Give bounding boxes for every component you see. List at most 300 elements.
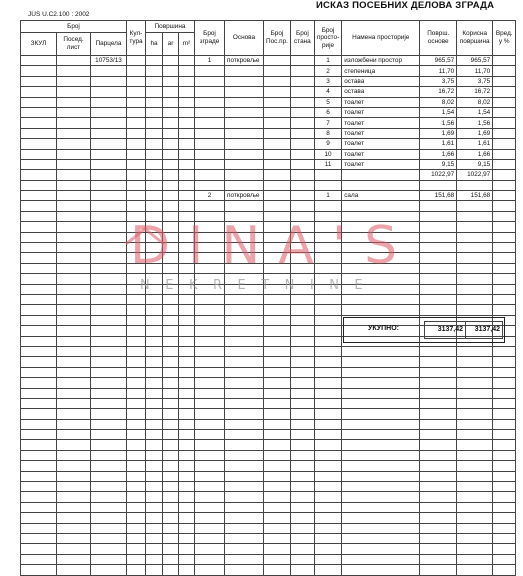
table-cell: [91, 191, 127, 201]
table-cell: [264, 450, 291, 460]
table-cell: [493, 523, 516, 533]
table-cell: [179, 544, 195, 554]
table-cell: [127, 87, 146, 97]
table-cell: [57, 502, 91, 512]
room-number: 9: [314, 139, 341, 149]
table-cell: [290, 149, 314, 159]
table-cell: [57, 554, 91, 564]
table-cell: [127, 170, 146, 180]
table-cell: [179, 211, 195, 221]
table-row: [21, 398, 516, 408]
table-cell: [195, 409, 225, 419]
table-cell: [493, 565, 516, 575]
table-cell: [225, 378, 264, 388]
table-cell: [493, 253, 516, 263]
table-cell: [195, 554, 225, 564]
table-row: [21, 419, 516, 429]
table-cell: [179, 409, 195, 419]
table-cell: [179, 201, 195, 211]
table-cell: [264, 232, 291, 242]
table-cell: [264, 191, 291, 201]
table-cell: [342, 544, 420, 554]
table-cell: [127, 107, 146, 117]
table-cell: [457, 513, 493, 523]
table-cell: [91, 523, 127, 533]
table-cell: [314, 243, 341, 253]
table-cell: [127, 398, 146, 408]
table-cell: [195, 66, 225, 76]
table-cell: [314, 398, 341, 408]
room-useful-area: 16,72: [457, 87, 493, 97]
table-cell: [21, 440, 57, 450]
table-cell: [91, 482, 127, 492]
table-cell: [163, 482, 179, 492]
table-cell: [146, 139, 163, 149]
table-cell: [146, 554, 163, 564]
table-cell: [493, 263, 516, 273]
table-cell: [91, 180, 127, 190]
table-cell: [493, 87, 516, 97]
room-purpose: степеница: [342, 66, 420, 76]
table-row: [21, 294, 516, 304]
table-cell: [314, 367, 341, 377]
table-cell: [420, 211, 457, 221]
table-cell: [342, 232, 420, 242]
table-cell: [195, 180, 225, 190]
table-row: [21, 482, 516, 492]
table-cell: [457, 440, 493, 450]
table-cell: [91, 294, 127, 304]
table-cell: [314, 263, 341, 273]
table-cell: [163, 87, 179, 97]
table-row: [21, 274, 516, 284]
room-base-area: 3,75: [420, 76, 457, 86]
table-row: [21, 149, 516, 159]
table-cell: [91, 97, 127, 107]
table-cell: [457, 419, 493, 429]
table-cell: [21, 305, 57, 315]
table-cell: [127, 201, 146, 211]
table-cell: [127, 554, 146, 564]
room-useful-area: 8,02: [457, 97, 493, 107]
table-cell: [57, 357, 91, 367]
table-row: [21, 430, 516, 440]
table-cell: [127, 118, 146, 128]
table-cell: [493, 398, 516, 408]
table-cell: [179, 107, 195, 117]
table-cell: [264, 315, 291, 325]
table-cell: [264, 482, 291, 492]
table-cell: [290, 471, 314, 481]
table-cell: [91, 409, 127, 419]
table-cell: [91, 284, 127, 294]
table-cell: [225, 284, 264, 294]
table-cell: [146, 253, 163, 263]
table-cell: [163, 565, 179, 575]
table-cell: [225, 430, 264, 440]
table-cell: [57, 367, 91, 377]
table-cell: [290, 565, 314, 575]
table-cell: [127, 326, 146, 336]
table-cell: [179, 128, 195, 138]
table-cell: [91, 326, 127, 336]
table-cell: [21, 565, 57, 575]
table-row: [21, 263, 516, 273]
table-cell: [225, 222, 264, 232]
table-cell: [146, 149, 163, 159]
room-number: 4: [314, 87, 341, 97]
table-cell: [290, 243, 314, 253]
table-cell: [146, 180, 163, 190]
header-osnova: Основа: [225, 21, 264, 56]
table-cell: [290, 554, 314, 564]
table-cell: [264, 544, 291, 554]
table-cell: [290, 367, 314, 377]
table-cell: [91, 554, 127, 564]
table-cell: [493, 201, 516, 211]
table-cell: [457, 471, 493, 481]
table-row: [21, 97, 516, 107]
table-cell: [195, 450, 225, 460]
table-cell: [225, 253, 264, 263]
table-cell: [163, 513, 179, 523]
table-cell: [163, 232, 179, 242]
table-cell: [179, 492, 195, 502]
table-cell: [21, 139, 57, 149]
table-cell: [195, 523, 225, 533]
room-useful-area: 11,70: [457, 66, 493, 76]
header-broj-pos-pr: Број Пос.пр.: [264, 21, 291, 56]
table-row: [21, 170, 516, 180]
table-cell: [195, 201, 225, 211]
table-cell: [225, 471, 264, 481]
table-cell: [195, 346, 225, 356]
table-cell: [195, 461, 225, 471]
table-cell: [57, 222, 91, 232]
table-cell: [342, 378, 420, 388]
table-cell: [127, 544, 146, 554]
table-cell: [264, 565, 291, 575]
table-cell: [179, 367, 195, 377]
table-cell: [420, 471, 457, 481]
table-cell: [127, 440, 146, 450]
table-cell: [342, 367, 420, 377]
table-cell: [163, 180, 179, 190]
table-cell: [127, 180, 146, 190]
table-cell: [420, 201, 457, 211]
table-cell: [57, 211, 91, 221]
building-number: 1: [195, 56, 225, 66]
room-useful-area: 3,75: [457, 76, 493, 86]
table-cell: [57, 263, 91, 273]
table-cell: [127, 409, 146, 419]
table-cell: [179, 523, 195, 533]
table-cell: [264, 440, 291, 450]
table-cell: [290, 409, 314, 419]
table-cell: [146, 222, 163, 232]
table-cell: [179, 191, 195, 201]
table-cell: [493, 56, 516, 66]
table-cell: [314, 471, 341, 481]
table-cell: [290, 191, 314, 201]
table-cell: [493, 544, 516, 554]
table-cell: [163, 450, 179, 460]
table-cell: [342, 243, 420, 253]
table-cell: [21, 461, 57, 471]
table-cell: [146, 565, 163, 575]
table-cell: [264, 502, 291, 512]
table-cell: [179, 336, 195, 346]
table-cell: [91, 492, 127, 502]
header-posed-list: Посед. лист: [57, 33, 91, 56]
table-cell: [57, 430, 91, 440]
table-row: [21, 461, 516, 471]
table-cell: [420, 544, 457, 554]
table-cell: [457, 388, 493, 398]
table-cell: [127, 191, 146, 201]
table-cell: [163, 388, 179, 398]
header-m2: m²: [179, 33, 195, 56]
table-cell: [264, 492, 291, 502]
table-cell: [127, 76, 146, 86]
room-number: 2: [314, 66, 341, 76]
table-cell: [314, 523, 341, 533]
table-cell: [91, 513, 127, 523]
table-cell: [163, 315, 179, 325]
table-cell: [195, 222, 225, 232]
table-cell: [420, 513, 457, 523]
table-cell: [290, 378, 314, 388]
parts-table: [20, 20, 516, 576]
room-purpose: тоалет: [342, 118, 420, 128]
table-cell: [314, 378, 341, 388]
table-cell: [290, 87, 314, 97]
table-cell: [314, 274, 341, 284]
table-cell: [57, 66, 91, 76]
room-number: 1: [314, 56, 341, 66]
table-cell: [290, 56, 314, 66]
table-cell: [457, 180, 493, 190]
table-cell: [179, 222, 195, 232]
table-row: [21, 222, 516, 232]
table-cell: [420, 357, 457, 367]
table-cell: [91, 87, 127, 97]
table-cell: [57, 76, 91, 86]
table-cell: [225, 554, 264, 564]
table-cell: [195, 565, 225, 575]
table-cell: [290, 76, 314, 86]
table-cell: [290, 523, 314, 533]
table-cell: [21, 97, 57, 107]
table-cell: [146, 56, 163, 66]
table-row: [21, 118, 516, 128]
watermark-brand: DINA'S: [130, 216, 416, 276]
table-cell: [225, 139, 264, 149]
table-cell: [420, 565, 457, 575]
table-cell: [163, 533, 179, 543]
table-cell: [314, 211, 341, 221]
table-cell: [91, 419, 127, 429]
table-cell: [91, 461, 127, 471]
table-cell: [146, 409, 163, 419]
table-cell: [163, 263, 179, 273]
table-cell: [493, 533, 516, 543]
table-row: [21, 232, 516, 242]
table-cell: [179, 284, 195, 294]
table-cell: [91, 201, 127, 211]
room-number: 3: [314, 76, 341, 86]
table-cell: [264, 222, 291, 232]
table-cell: [127, 502, 146, 512]
table-cell: [457, 367, 493, 377]
table-cell: [21, 367, 57, 377]
table-cell: [57, 336, 91, 346]
table-cell: [493, 461, 516, 471]
table-cell: [342, 513, 420, 523]
table-cell: [264, 180, 291, 190]
total-box: [343, 317, 505, 343]
table-cell: [163, 139, 179, 149]
table-row: [21, 502, 516, 512]
parcel-number: 10753/13: [91, 56, 127, 66]
table-cell: [91, 139, 127, 149]
table-row: [21, 211, 516, 221]
table-cell: [342, 274, 420, 284]
table-cell: [179, 326, 195, 336]
table-cell: [21, 471, 57, 481]
table-cell: [163, 554, 179, 564]
table-cell: [314, 502, 341, 512]
table-cell: [57, 419, 91, 429]
table-cell: [290, 326, 314, 336]
table-cell: [342, 409, 420, 419]
table-cell: [146, 523, 163, 533]
table-cell: [57, 180, 91, 190]
table-cell: [493, 191, 516, 201]
table-row: [21, 305, 516, 315]
room-purpose: тоалет: [342, 128, 420, 138]
table-cell: [21, 159, 57, 169]
table-row: [21, 56, 516, 66]
table-cell: [179, 565, 195, 575]
table-cell: [225, 326, 264, 336]
table-cell: [21, 409, 57, 419]
table-cell: [57, 492, 91, 502]
table-cell: [163, 346, 179, 356]
table-cell: [21, 76, 57, 86]
table-row: [21, 243, 516, 253]
table-cell: [225, 305, 264, 315]
table-cell: [57, 232, 91, 242]
table-cell: [127, 222, 146, 232]
table-cell: [225, 66, 264, 76]
table-cell: [195, 492, 225, 502]
table-cell: [146, 450, 163, 460]
table-cell: [225, 502, 264, 512]
table-cell: [420, 440, 457, 450]
table-cell: [342, 201, 420, 211]
table-cell: [163, 461, 179, 471]
table-row: [21, 523, 516, 533]
table-cell: [146, 357, 163, 367]
table-cell: [457, 554, 493, 564]
table-cell: [127, 367, 146, 377]
table-cell: [225, 388, 264, 398]
table-cell: [21, 107, 57, 117]
room-purpose: остава: [342, 76, 420, 86]
table-cell: [146, 336, 163, 346]
table-cell: [195, 378, 225, 388]
table-cell: [342, 450, 420, 460]
table-cell: [290, 274, 314, 284]
table-cell: [163, 378, 179, 388]
table-cell: [195, 139, 225, 149]
table-cell: [290, 159, 314, 169]
table-cell: [457, 243, 493, 253]
table-cell: [225, 419, 264, 429]
table-cell: [57, 482, 91, 492]
table-cell: [146, 66, 163, 76]
table-cell: [342, 502, 420, 512]
table-cell: [493, 284, 516, 294]
header-povrs-osnove: Површ. основе: [420, 21, 457, 56]
table-cell: [457, 461, 493, 471]
room-base-area: 9,15: [420, 159, 457, 169]
table-cell: [91, 430, 127, 440]
table-cell: [314, 554, 341, 564]
table-cell: [264, 97, 291, 107]
table-cell: [264, 149, 291, 159]
table-cell: [290, 222, 314, 232]
room-purpose: изложбени простор: [342, 56, 420, 66]
table-cell: [146, 315, 163, 325]
table-cell: [290, 180, 314, 190]
table-cell: [163, 149, 179, 159]
header-zkul: ЗКУЛ: [21, 33, 57, 56]
table-cell: [91, 128, 127, 138]
table-cell: [225, 440, 264, 450]
table-cell: [146, 170, 163, 180]
table-cell: [57, 284, 91, 294]
room-base-area: 965,57: [420, 56, 457, 66]
table-cell: [493, 482, 516, 492]
table-cell: [314, 513, 341, 523]
table-cell: [290, 263, 314, 273]
table-cell: [179, 56, 195, 66]
table-cell: [342, 222, 420, 232]
table-cell: [127, 149, 146, 159]
header-parcela: Парцела: [91, 33, 127, 56]
table-cell: [457, 222, 493, 232]
table-cell: [146, 87, 163, 97]
table-cell: [57, 461, 91, 471]
table-cell: [179, 398, 195, 408]
table-cell: [146, 201, 163, 211]
table-cell: [91, 346, 127, 356]
header-broj: Број: [21, 21, 127, 33]
table-cell: [179, 533, 195, 543]
table-cell: [314, 170, 341, 180]
table-cell: [264, 170, 291, 180]
table-cell: [21, 170, 57, 180]
table-cell: [21, 294, 57, 304]
table-cell: [163, 56, 179, 66]
table-cell: [264, 367, 291, 377]
table-cell: [290, 398, 314, 408]
table-cell: [493, 492, 516, 502]
table-cell: [290, 128, 314, 138]
table-cell: [264, 107, 291, 117]
